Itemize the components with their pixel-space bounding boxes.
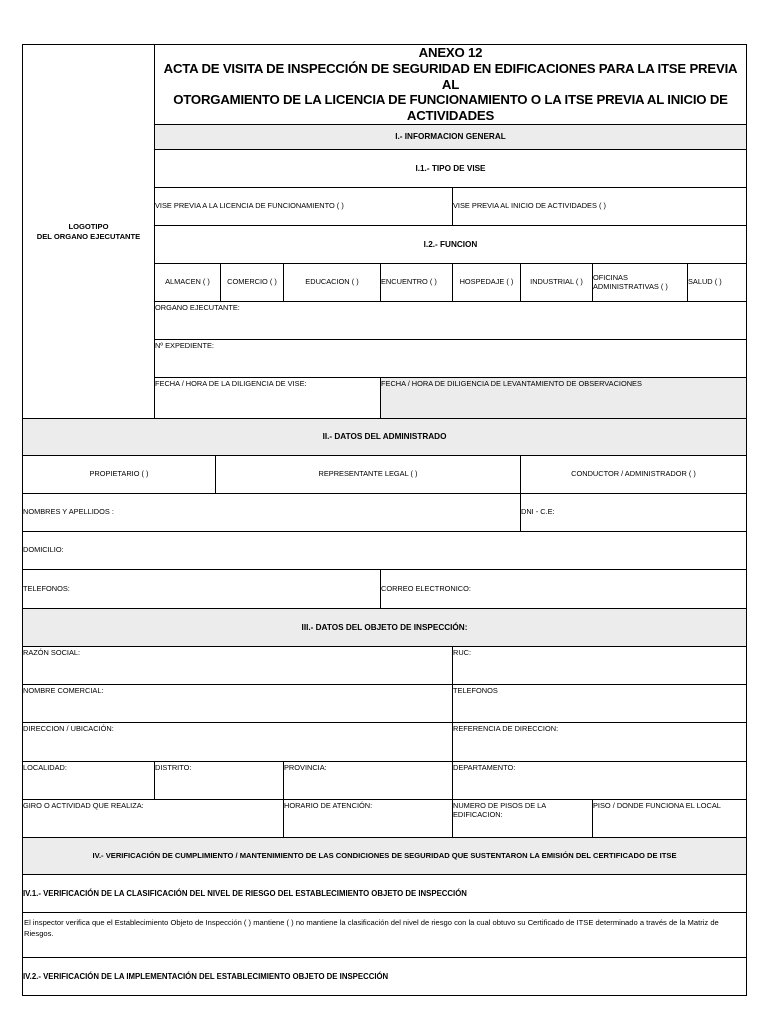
ruc-field[interactable]: RUC: (452, 646, 747, 685)
section-4-1-header: IV.1.- VERIFICACIÓN DE LA CLASIFICACIÓN DEL NIVEL DE RIESGO DEL ESTABLECIMIENTO OBJETO DE INSPECCIÓN (22, 874, 747, 913)
representante-option[interactable]: REPRESENTANTE LEGAL ( ) (215, 455, 521, 494)
telefonos-objeto-field[interactable]: TELEFONOS (452, 684, 747, 723)
vise-inicio-option[interactable]: VISE PREVIA AL INICIO DE ACTIVIDADES ( ) (452, 187, 747, 226)
inspection-form (22, 44, 747, 996)
funcion-encuentro[interactable]: ENCUENTRO ( ) (380, 263, 453, 302)
numero-pisos-field[interactable] (452, 799, 593, 838)
section-4-header: IV.- VERIFICACIÓN DE CUMPLIMIENTO / MANTENIMIENTO DE LAS CONDICIONES DE SEGURIDAD QUE SUSTENTARON LA EMISIÓN DEL CERTIFICADO DE ITSE (22, 837, 747, 875)
domicilio-field[interactable]: DOMICILIO: (22, 531, 747, 570)
nombres-field[interactable]: NOMBRES Y APELLIDOS : (22, 493, 521, 532)
funcion-educacion[interactable]: EDUCACION ( ) (283, 263, 381, 302)
pisos-line-2: EDIFICACION: (453, 809, 503, 819)
section-1-header: I.- INFORMACION GENERAL (154, 124, 747, 150)
funcion-hospedaje[interactable]: HOSPEDAJE ( ) (452, 263, 521, 302)
organo-ejecutante-field[interactable]: ORGANO EJECUTANTE: (154, 301, 747, 340)
localidad-field[interactable]: LOCALIDAD: (22, 761, 155, 800)
nombre-comercial-field[interactable]: NOMBRE COMERCIAL: (22, 684, 453, 723)
vise-licencia-option[interactable]: VISE PREVIA A LA LICENCIA DE FUNCIONAMIENTO ( ) (154, 187, 453, 226)
referencia-field[interactable]: REFERENCIA DE DIRECCION: (452, 722, 747, 762)
logo-line-2: DEL ORGANO EJECUTANTE (36, 231, 141, 241)
logo-line-1: LOGOTIPO (68, 222, 109, 232)
conductor-option[interactable]: CONDUCTOR / ADMINISTRADOR ( ) (520, 455, 747, 494)
funcion-comercio[interactable]: COMERCIO ( ) (220, 263, 284, 302)
funcion-salud[interactable]: SALUD ( ) (687, 263, 747, 302)
giro-field[interactable]: GIRO O ACTIVIDAD QUE REALIZA: (22, 799, 284, 838)
funcion-almacen[interactable]: ALMACEN ( ) (154, 263, 221, 302)
funcion-oficinas[interactable] (592, 263, 688, 302)
provincia-field[interactable]: PROVINCIA: (283, 761, 453, 800)
departamento-field[interactable]: DEPARTAMENTO: (452, 761, 747, 800)
oficinas-line-2: ADMINISTRATIVAS ( ) (593, 281, 668, 291)
risk-level-paragraph: El inspector verifica que el Establecimiento Objeto de Inspección ( ) mantiene ( ) no mantiene la clasificación del nivel de riesgo con la cual obtuvo su Certificado de ITSE determinado a través de la Matriz de Riesgos. (22, 912, 747, 958)
expediente-field[interactable]: Nº EXPEDIENTE: (154, 339, 747, 378)
direccion-field[interactable]: DIRECCION / UBICACIÓN: (22, 722, 453, 762)
dni-field[interactable]: DNI - C.E: (520, 493, 747, 532)
title-line-3: OTORGAMIENTO DE LA LICENCIA DE FUNCIONAMIENTO O LA ITSE PREVIA AL INICIO DE ACTIVIDADES (173, 92, 728, 124)
section-3-header: III.- DATOS DEL OBJETO DE INSPECCIÓN: (22, 608, 747, 647)
piso-funciona-field[interactable]: PISO / DONDE FUNCIONA EL LOCAL (592, 799, 747, 838)
horario-field[interactable]: HORARIO DE ATENCIÓN: (283, 799, 453, 838)
fecha-levantamiento-field[interactable]: FECHA / HORA DE DILIGENCIA DE LEVANTAMIENTO DE OBSERVACIONES (380, 377, 747, 419)
section-4-2-header: IV.2.- VERIFICACIÓN DE LA IMPLEMENTACIÓN DEL ESTABLECIMIENTO OBJETO DE INSPECCIÓN (22, 957, 747, 996)
funcion-industrial[interactable]: INDUSTRIAL ( ) (520, 263, 593, 302)
propietario-option[interactable]: PROPIETARIO ( ) (22, 455, 216, 494)
logo-placeholder (22, 44, 155, 419)
title-line-2: ACTA DE VISITA DE INSPECCIÓN DE SEGURIDAD EN EDIFICACIONES PARA LA ITSE PREVIA AL (163, 60, 738, 92)
funcion-header: I.2.- FUNCION (154, 225, 747, 264)
tipo-vise-header: I.1.- TIPO DE VISE (154, 149, 747, 188)
pisos-line-1: NUMERO DE PISOS DE LA (453, 801, 547, 810)
form-title (154, 44, 747, 125)
razon-social-field[interactable]: RAZÓN SOCIAL: (22, 646, 453, 685)
telefonos-field[interactable]: TELEFONOS: (22, 569, 381, 609)
distrito-field[interactable]: DISTRITO: (154, 761, 284, 800)
fecha-vise-field[interactable]: FECHA / HORA DE LA DILIGENCIA DE VISE: (154, 377, 381, 419)
correo-field[interactable]: CORREO ELECTRONICO: (380, 569, 747, 609)
oficinas-line-1: OFICINAS (593, 272, 628, 282)
section-2-header: II.- DATOS DEL ADMINISTRADO (22, 418, 747, 456)
annex-number: ANEXO 12 (418, 44, 483, 60)
